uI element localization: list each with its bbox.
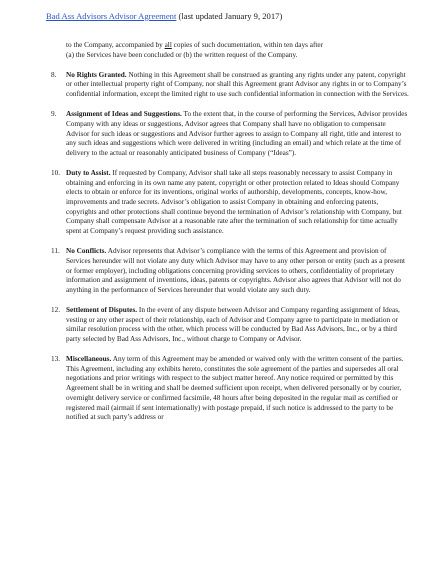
clause-heading: No Rights Granted. — [66, 70, 127, 79]
agreement-title-link[interactable]: Bad Ass Advisors Advisor Agreement — [46, 11, 177, 21]
clause-number: 11. — [51, 247, 60, 256]
page-header — [46, 11, 282, 21]
clause-number: 8. — [51, 70, 57, 79]
clause-text: To the extent that, in the course of performing the Services, Advisor provides Company with any ideas or suggestions, Advisor agrees that Company shall have no obligation to compensate Advisor for such ideas or suggestions and Advisor further agrees to assign to Company all right, title and interest to any such ideas and suggestions which were delivered in writing (including an email) and which relate at the time of delivery to the actual or reasonably anticipated business of Company (“Ideas”). — [66, 110, 408, 157]
clause-text: Nothing in this Agreement shall be construed as granting any rights under any patent, copyright or other intellectual property right of Company, nor shall this Agreement grant Advisor any rights in or to Company’s confidential information, except the limited right to use such confidential information in connection with the Services. — [66, 70, 409, 99]
clause-number: 10. — [51, 168, 61, 177]
clause-12 — [51, 305, 409, 345]
continued-text-end: copies of such documentation, within ten days after — [171, 41, 324, 49]
clause-heading: No Conflicts. — [66, 247, 107, 256]
clause-heading: Assignment of Ideas and Suggestions. — [66, 110, 182, 119]
clause-heading: Duty to Assist. — [66, 168, 111, 177]
clause-13 — [51, 355, 409, 423]
clause-8 — [51, 70, 409, 100]
clause-text: Advisor represents that Advisor’s compliance with the terms of this Agreement and provision of Services hereunder will not violate any duty which Advisor may have to any other person or entity (such as a present or former employer), including obligations concerning providing services to others, confidentiality of proprietary information and assignment of inventions, ideas, patents or copyrights. Advisor also agrees that Advisor will not do anything in the performance of Services hereunder that would violate any such duty. — [66, 247, 406, 294]
clause-11 — [51, 247, 409, 296]
clause-9 — [51, 110, 409, 159]
clause-heading: Miscellaneous. — [66, 355, 112, 364]
continued-text-line2: (a) the Services have been concluded or (b) the written request of the Company. — [66, 50, 298, 59]
clause-10 — [51, 168, 409, 237]
clause-heading: Settlement of Disputes. — [66, 305, 138, 314]
clause-number: 13. — [51, 355, 61, 364]
clause-text: Any term of this Agreement may be amended or waived only with the written consent of the parties. This Agreement, including any exhibits hereto, constitutes the sole agreement of the parties and supersedes all oral negotiations and prior writings with respect to the subject matter hereof. Any notice required or permitted by this Agreement shall be in writing and shall be deemed sufficient upon receipt, when delivered personally or by courier, overnight delivery service or confirmed facsimile, 48 hours after being deposited in the regular mail as certified or registered mail (airmail if sent internationally) with postage prepaid, if such notice is addressed to the party to be notified at such party’s address or — [66, 355, 404, 422]
clause-number: 12. — [51, 305, 61, 314]
underlined-word: all — [164, 41, 172, 49]
clause-text: In the event of any dispute between Advisor and Company regarding assignment of Ideas, vesting or any other aspect of their relationship, each of Advisor and Company agree to participate in mediation or similar resolution process with the other, which process will be conducted by Bad Ass Advisors, Inc., or by a third party selected by Bad Ass Advisors, Inc., without charge to Company or Advisor. — [66, 305, 400, 344]
clause-text: If requested by Company, Advisor shall take all steps reasonably necessary to assist Company in obtaining and enforcing in its own name any patent, copyright or other protection related to Ideas should Company elects to obtain or enforce for its inventions, original works of authorship, developments, concepts, know-how, improvements and trade secrets. Advisor’s obligation to assist Company in obtaining and enforcing patents, copyrights and other protections shall continue beyond the termination of Advisor’s relationship with Company, but Company shall compensate Advisor at a reasonable rate after the termination of such relationship for time actually spent at Company’s request providing such assistance. — [66, 168, 402, 236]
continued-text-start: to the Company, accompanied by — [66, 41, 165, 49]
clause-number: 9. — [51, 110, 57, 119]
last-updated-note: (last updated January 9, 2017) — [178, 11, 283, 21]
continued-paragraph — [66, 41, 409, 60]
agreement-body — [51, 41, 409, 423]
